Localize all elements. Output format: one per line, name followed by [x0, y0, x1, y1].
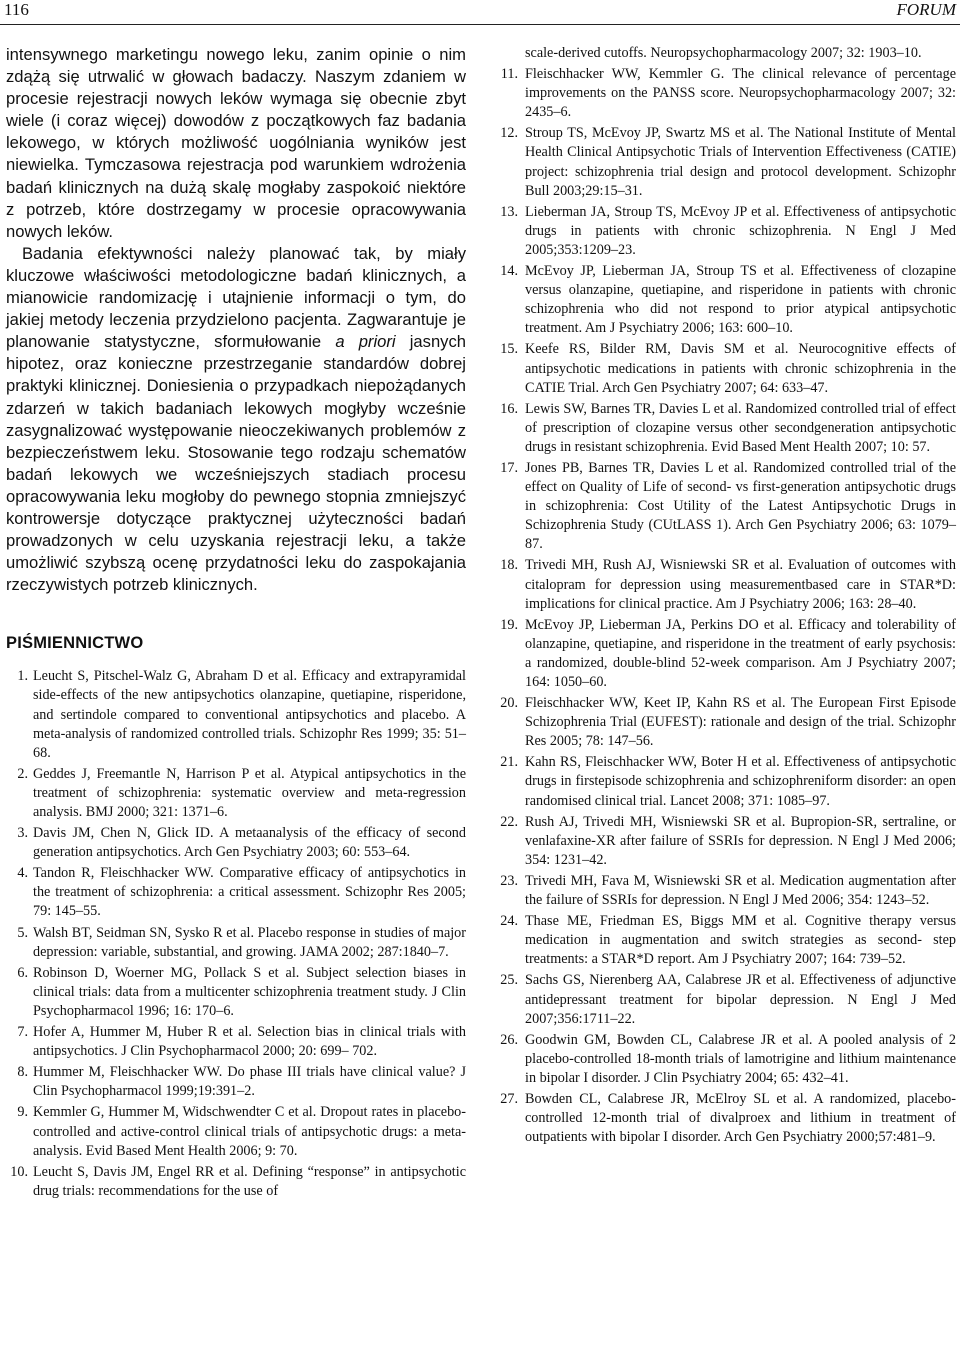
reference-item: [6, 1023, 466, 1061]
reference-number: 3.: [17, 825, 28, 842]
reference-item: [6, 964, 466, 1021]
reference-item: [498, 1031, 956, 1088]
reference-text: Fleischhacker WW, Keet IP, Kahn RS et al. The European First Episode Schizophrenia Trial (EUFEST): rationale and design of the trial. Schizophr Res 2005; 78: 147–56.: [525, 695, 956, 750]
reference-item: [498, 262, 956, 338]
reference-text: Geddes J, Freemantle N, Harrison P et al. Atypical antipsychotics in the treatment of schizophrenia: systematic overview and meta-regression analysis. BMJ 2000; 321: 1371–6.: [33, 765, 466, 820]
reference-item: [498, 1090, 956, 1147]
reference-text: Goodwin GM, Bowden CL, Calabrese JR et al. A pooled analysis of 2 placebo-controlled 18-month trials of lamotrigine and lithium maintenance in bipolar I disorder. J Clin Psychiatry 2004; 65: 432–41.: [525, 1031, 956, 1086]
reference-text: McEvoy JP, Lieberman JA, Stroup TS et al. Effectiveness of clozapine versus olanzapine, quetiapine, and risperidone in patients with chronic schizophrenia who did not respond to prior atypical antipsychotic treatment. Am J Psychiatry 2006; 163: 600–10.: [525, 263, 956, 337]
reference-number: 23.: [500, 872, 518, 889]
reference-number: 17.: [500, 459, 518, 476]
reference-text: Kemmler G, Hummer M, Widschwendter C et al. Dropout rates in placebo-controlled and active-control clinical trials of antipsychotic drugs: a meta-analysis. Evid Based Ment Health 2006; 9: 70.: [33, 1104, 466, 1159]
reference-text: McEvoy JP, Lieberman JA, Perkins DO et al. Efficacy and tolerability of olanzapine, quetiapine, and risperidone in the treatment of early psychosis: a randomized, double-blind 52-week comparison. Am J Psychiatry 2007; 164: 1050–60.: [525, 616, 956, 690]
reference-number: 11.: [500, 66, 518, 83]
reference-item: [498, 753, 956, 810]
reference-item: [498, 203, 956, 260]
paragraph-2: [6, 243, 466, 597]
reference-text: Thase ME, Friedman ES, Biggs MM et al. Cognitive therapy versus medication in augmentation and switch strategies as second- step treatments: a STAR*D report. Am J Psychiatry 2007; 164: 739–52.: [525, 913, 956, 968]
reference-number: 10.: [10, 1163, 28, 1180]
reference-item: [6, 864, 466, 921]
reference-item: [498, 616, 956, 692]
reference-item: [6, 1063, 466, 1101]
reference-item: [6, 667, 466, 762]
reference-text: Robinson D, Woerner MG, Pollack S et al. Subject selection biases in clinical trials: data from a multicenter schizophrenia treatment study. J Clin Psychopharmacol 1996; 16: 170–6.: [33, 964, 466, 1019]
reference-number: 7.: [17, 1024, 28, 1041]
header-rule: [0, 24, 960, 25]
reference-number: 13.: [500, 203, 518, 220]
reference-continuation: scale-derived cutoffs. Neuropsychopharmacology 2007; 32: 1903–10.: [525, 45, 922, 61]
reference-item: [6, 924, 466, 962]
reference-item: [498, 813, 956, 870]
reference-number: 20.: [500, 695, 518, 712]
reference-item: [498, 971, 956, 1028]
reference-number: 18.: [500, 557, 518, 574]
reference-number: 16.: [500, 400, 518, 417]
reference-number: 15.: [500, 341, 518, 358]
reference-text: Tandon R, Fleischhacker WW. Comparative efficacy of antipsychotics in the treatment of schizophrenia: a critical assessment. Schizophr Res 2005; 79: 145–55.: [33, 865, 466, 920]
reference-item: [498, 65, 956, 122]
reference-text: Trivedi MH, Fava M, Wisniewski SR et al. Medication augmentation after the failure of SSRIs for depression. N Engl J Med 2006; 354: 1243–52.: [525, 872, 956, 909]
reference-number: 19.: [500, 616, 518, 633]
reference-number: 27.: [500, 1090, 518, 1107]
reference-item: [498, 694, 956, 751]
reference-text: Leucht S, Davis JM, Engel RR et al. Defining “response” in antipsychotic drug trials: recommendations for the use of: [33, 1163, 466, 1199]
references-list-right: [498, 65, 956, 1147]
paragraph-2-italic: a priori: [335, 332, 396, 352]
left-column: [6, 44, 466, 1203]
reference-number: 4.: [17, 865, 28, 882]
reference-number: 1.: [17, 668, 28, 685]
paragraph-2-part-1: Badania efektywności należy planować tak, by miały kluczowe właściwości metodologiczne badań klinicznych, a mianowicie randomizację i utajnienie informacji o tym, do jakiej metody leczenia przydzielono pacjenta. Zagwarantuje je planowanie statystyczne, sformułowanie: [6, 243, 466, 352]
reference-text: Davis JM, Chen N, Glick ID. A metaanalysis of the efficacy of second generation antipsychotics. Arch Gen Psychiatry 2003; 60: 553–64.: [33, 825, 466, 861]
reference-item: [6, 1163, 466, 1201]
reference-number: 9.: [17, 1104, 28, 1121]
reference-number: 22.: [500, 813, 518, 830]
reference-number: 26.: [500, 1031, 518, 1048]
reference-item: [498, 872, 956, 910]
reference-text: Kahn RS, Fleischhacker WW, Boter H et al. Effectiveness of antipsychotic drugs in firstepisode schizophrenia and schizophreniform disorder: an open randomised clinical trial. Lancet 2008; 371: 1085–97.: [525, 754, 956, 809]
page-header: [0, 0, 960, 24]
body-text: [6, 44, 466, 596]
reference-item: [6, 1103, 466, 1160]
reference-number: 8.: [17, 1064, 28, 1081]
reference-number: 2.: [17, 765, 28, 782]
reference-number: 25.: [500, 972, 518, 989]
reference-item: [498, 124, 956, 200]
reference-item: [498, 340, 956, 397]
right-column: [498, 44, 956, 1149]
reference-number: 6.: [17, 964, 28, 981]
reference-text: Bowden CL, Calabrese JR, McElroy SL et al. A randomized, placebo-controlled 12-month trial of divalproex and lithium in treatment of outpatients with bipolar I disorder. Arch Gen Psychiatry 2000;57:481–9.: [525, 1090, 956, 1146]
reference-text: Sachs GS, Nierenberg AA, Calabrese JR et al. Effectiveness of adjunctive antidepressant treatment for bipolar depression. N Engl J Med 2007;356:1711–22.: [525, 972, 956, 1027]
reference-text: Keefe RS, Bilder RM, Davis SM et al. Neurocognitive effects of antipsychotic medications in patients with chronic schizophrenia in the CATIE Trial. Arch Gen Psychiatry 2007; 64: 633–47.: [525, 341, 956, 396]
reference-item: [498, 556, 956, 613]
reference-text: Jones PB, Barnes TR, Davies L et al. Randomized controlled trial of the effect on Quality of Life of second- vs first-generation antipsychotic drugs in schizophrenia: Cost Utility of the Latest Antipsychotic Drugs in Schizophrenia Study (CUtLASS 1). Arch Gen Psychiatry 2006; 63: 1079–87.: [525, 459, 956, 553]
reference-text: Rush AJ, Trivedi MH, Wisniewski SR et al. Bupropion-SR, sertraline, or venlafaxine-XR after failure of SSRIs for depression. N Engl J Med 2006; 354: 1231–42.: [525, 813, 956, 868]
page-number: 116: [4, 0, 29, 19]
reference-number: 12.: [500, 125, 518, 142]
reference-item: [6, 765, 466, 822]
reference-text: Trivedi MH, Rush AJ, Wisniewski SR et al. Evaluation of outcomes with citalopram for depression using measurementbased care in STAR*D: implications for clinical practice. Am J Psychiatry 2006; 163: 28–40.: [525, 557, 956, 612]
paragraph-2-part-2: jasnych hipotez, oraz konieczne przestrzeganie standardów dobrej praktyki klinicznej. Doniesienia o przypadkach niepożądanych zdarzeń w takich badaniach lekowych mogłyby wcześnie zasygnalizować występowanie nieoczekiwanych problemów z bezpieczeństwem leku. Stosowanie tego rodzaju schematów badań lekowych we wcześniejszych stadiach procesu opracowywania leku mogłoby do pewnego stopnia zmniejszyć kontrowersje dotyczące praktycznej użyteczności badań prowadzonych w celu uzyskania rejestracji leku, a także umożliwić szybszą ocenę przydatności leku do zaspokajania rzeczywistych potrzeb klinicznych.: [6, 332, 466, 595]
reference-text: Walsh BT, Seidman SN, Sysko R et al. Placebo response in studies of major depression: variable, substantial, and growing. JAMA 2002; 287:1840–7.: [33, 924, 466, 960]
paragraph-1: intensywnego marketingu nowego leku, zanim opinie o nim zdążą się utrwalić w głowach badaczy. Naszym zdaniem w procesie rejestracji nowych leków wymaga się obecnie zbyt wiele (i coraz więcej) dowodów z początkowych faz badania lekowego, w których możliwość uogólniania wyników jest niewielka. Tymczasowa rejestracja pod warunkiem wdrożenia badań klinicznych na dużą skalę mogłaby zaspokoić niektóre z potrzeb, które dostrzegamy w procesie opracowywania nowych leków.: [6, 45, 466, 241]
reference-number: 14.: [500, 263, 518, 280]
reference-text: Fleischhacker WW, Kemmler G. The clinical relevance of percentage improvements on the PANSS score. Neuropsychopharmacology 2007; 32: 2435–6.: [525, 66, 956, 121]
journal-name: FORUM: [896, 0, 956, 19]
reference-text: Hofer A, Hummer M, Huber R et al. Selection bias in clinical trials with antipsychotics. J Clin Psychopharmacol 2000; 20: 699– 702.: [33, 1024, 466, 1060]
reference-text: Hummer M, Fleischhacker WW. Do phase III trials have clinical value? J Clin Psychopharmacol 1999;19:391–2.: [33, 1064, 466, 1100]
reference-item: [498, 459, 956, 554]
reference-item: [6, 824, 466, 862]
reference-text: Leucht S, Pitschel-Walz G, Abraham D et al. Efficacy and extrapyramidal side-effects of the new antipsychotics olanzapine, quetiapine, risperidone, and sertindole compared to conventional antipsychotics and placebo. A meta-analysis of randomized controlled trials. Schizophr Res 1999; 35: 51–68.: [33, 668, 466, 761]
reference-item: [498, 400, 956, 457]
reference-text: Stroup TS, McEvoy JP, Swartz MS et al. The National Institute of Mental Health Clinical Antipsychotic Trials of Intervention Effectiveness (CATIE) project: schizophrenia trial design and protocol development. Schizophr Bull 2003;29:15–31.: [525, 125, 956, 199]
references-list-left: [6, 667, 466, 1201]
reference-text: Lieberman JA, Stroup TS, McEvoy JP et al. Effectiveness of antipsychotic drugs in patients with chronic schizophrenia. N Engl J Med 2005;353:1209–23.: [525, 203, 956, 258]
reference-text: Lewis SW, Barnes TR, Davies L et al. Randomized controlled trial of effect of prescription of clozapine versus other secondgeneration antipsychotic drugs in resistant schizophrenia. Evid Based Ment Health 2007; 10: 57.: [525, 400, 956, 455]
reference-number: 24.: [500, 913, 518, 930]
reference-number: 21.: [500, 754, 518, 771]
references-heading: PIŚMIENNICTWO: [6, 634, 144, 653]
reference-item: [498, 912, 956, 969]
reference-number: 5.: [17, 924, 28, 941]
